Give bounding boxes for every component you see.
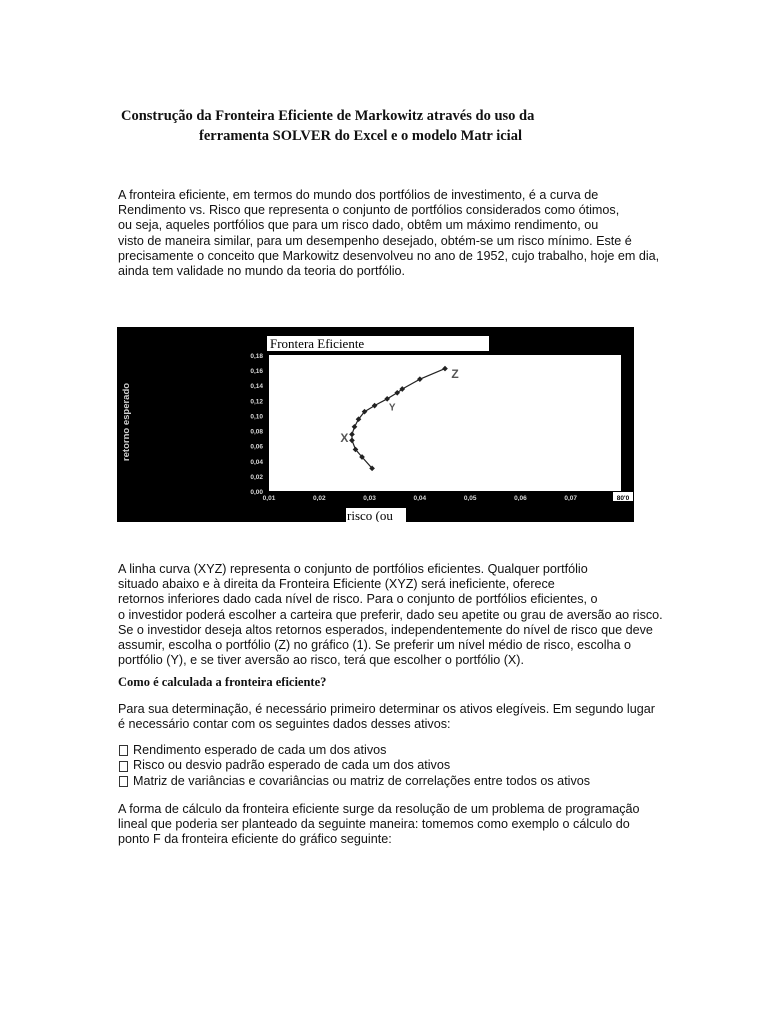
y-tick-label: 0,12 (250, 398, 263, 406)
y-tick-label: 0,08 (250, 428, 263, 436)
efficient-frontier-chart (117, 327, 634, 522)
x-axis-label: risco (ou (347, 508, 393, 522)
list-item: Rendimento esperado de cada um dos ativos (118, 743, 683, 758)
x-tick-label: 0,03 (363, 495, 376, 502)
checkbox-glyph-icon (119, 745, 128, 756)
document-title (0, 106, 768, 146)
x-tick-label: 0,05 (463, 495, 477, 502)
chart-title: Frontera Eficiente (270, 336, 365, 351)
point-label-z: Z (451, 366, 459, 381)
y-tick-label: 0,16 (250, 368, 263, 376)
y-tick-label: 0,10 (250, 413, 263, 421)
x-tick-label: 0,01 (262, 495, 276, 502)
x-tick-label: 0,02 (312, 495, 326, 502)
point-label-y: Y (388, 402, 396, 414)
chart-svg (117, 327, 634, 522)
y-tick-label: 0,00 (250, 489, 263, 496)
title-line-2: ferramenta SOLVER do Excel e o modelo Matr icial (199, 128, 522, 144)
determination-paragraph: Para sua determinação, é necessário primeiro determinar os ativos elegíveis. Em segundo lugar é necessário contar com os seguintes dados desses ativos: (118, 702, 655, 732)
x-tick-label: 0,07 (564, 495, 578, 502)
list-item: Matriz de variâncias e covariâncias ou matriz de correlações entre todos os ativos (118, 774, 683, 789)
asset-data-list (118, 743, 683, 789)
x-tick-label: 0,04 (413, 495, 427, 502)
x-tick-label: 80'0 (616, 495, 630, 502)
checkbox-glyph-icon (119, 761, 128, 772)
curve-explanation-paragraph: A linha curva (XYZ) representa o conjunto de portfólios eficientes. Qualquer portfólio situado abaixo e à direita da Fronteira Eficiente (XYZ) será ineficiente, oferece retornos inferiores dado cada nível de risco. Para o conjunto de portfólios eficientes, o o investidor poderá escolher a carteira que preferir, dado seu apetite ou grau de aversão ao risco. Se o investidor deseja altos retornos esperados, independentemente do nível de risco que deve assumir, escolha o portfólio (Z) no gráfico (1). Se preferir um nível médio de risco, escolha o portfólio (Y), e se tiver aversão ao risco, terá que escolher o portfólio (X). (118, 562, 663, 668)
y-tick-label: 0,02 (250, 473, 263, 481)
intro-paragraph: A fronteira eficiente, em termos do mundo dos portfólios de investimento, é a curva de Rendimento vs. Risco que representa o conjunto de portfólios considerados como ótimos, ou seja, aqueles portfólios que para um risco dado, obtêm um máximo rendimento, ou visto de maneira similar, para um desempenho desejado, obtém-se um risco mínimo. Este é precisamente o conceito que Markowitz desenvolveu no ano de 1952, cujo trabalho, hoje em dia, ainda tem validade no mundo da teoria do portfólio. (118, 188, 660, 279)
x-tick-label: 0,06 (514, 495, 527, 502)
y-tick-label: 0,04 (250, 458, 263, 466)
calculation-paragraph: A forma de cálculo da fronteira eficiente surge da resolução de um problema de programação lineal que poderia ser planteado da seguinte maneira: tomemos como exemplo o cálculo do ponto F da fronteira eficiente do gráfico seguinte: (118, 802, 640, 847)
y-tick-label: 0,18 (250, 353, 263, 360)
y-tick-label: 0,06 (250, 443, 263, 451)
y-tick-label: 0,14 (250, 383, 263, 391)
plot-area (269, 355, 621, 491)
section-heading: Como é calculada a fronteira eficiente? (118, 675, 327, 689)
list-item: Risco ou desvio padrão esperado de cada um dos ativos (118, 758, 683, 773)
title-line-1: Construção da Fronteira Eficiente de Markowitz através do uso da (121, 108, 535, 124)
checkbox-glyph-icon (119, 776, 128, 787)
point-label-x: X (340, 431, 349, 446)
y-axis-label: retorno esperado (121, 382, 132, 462)
